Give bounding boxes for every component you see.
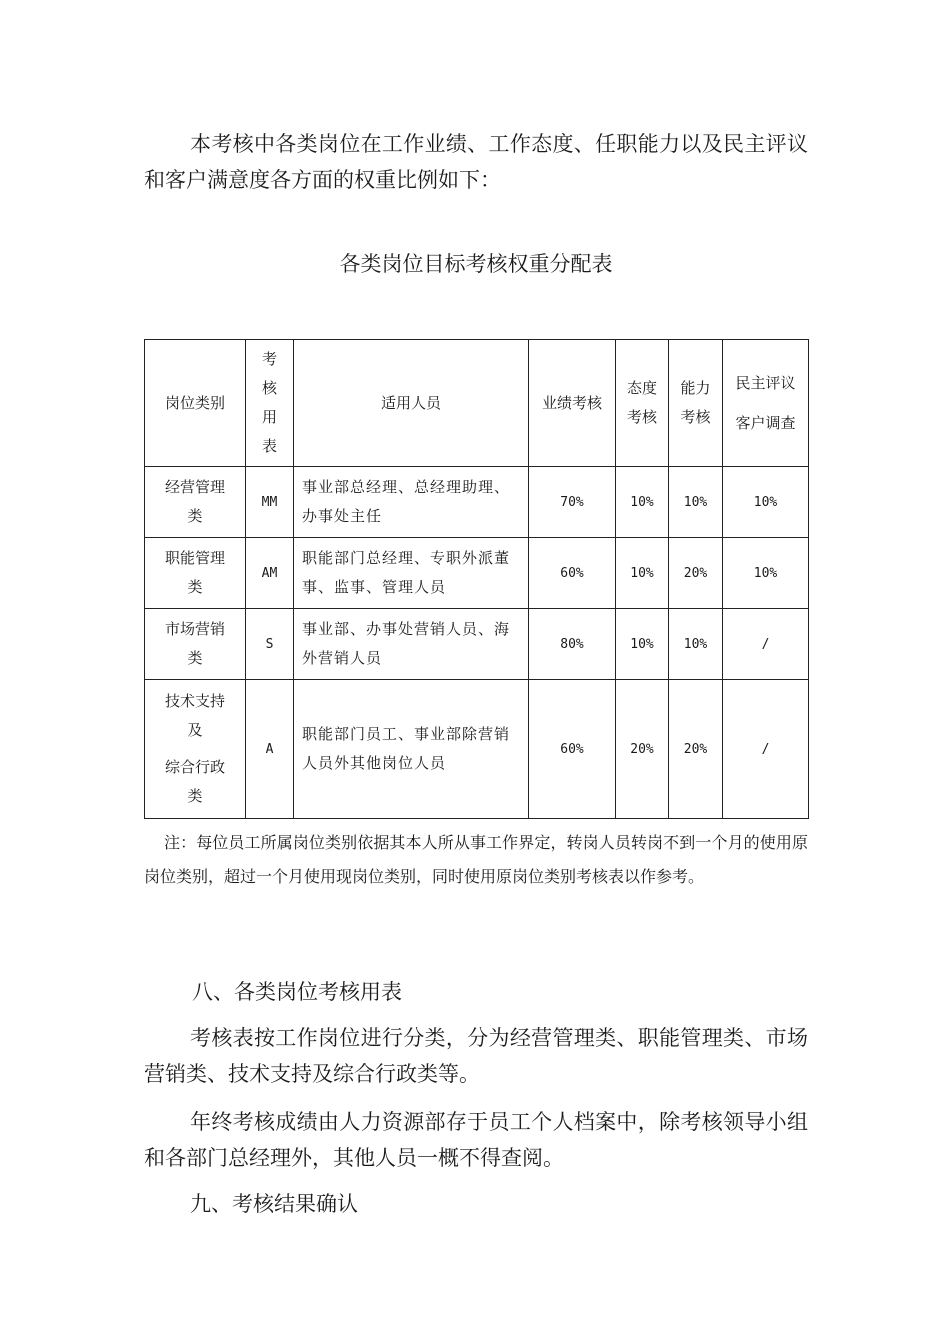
table-row xyxy=(145,467,809,538)
weight-distribution-table xyxy=(144,339,809,819)
header-category: 岗位类别 xyxy=(145,340,246,467)
row-form: A xyxy=(246,680,294,819)
row-applicable: 职能部门员工、事业部除营销人员外其他岗位人员 xyxy=(294,680,529,819)
row-evaluation: / xyxy=(723,609,809,680)
row-category: 职能管理 类 xyxy=(145,538,246,609)
table-note: 注：每位员工所属岗位类别依据其本人所从事工作界定，转岗人员转岗不到一个月的使用原岗位类别，超过一个月使用现岗位类别，同时使用原岗位类别考核表以作参考。 xyxy=(144,833,808,886)
table-title: 各类岗位目标考核权重分配表 xyxy=(339,252,613,276)
row-applicable: 事业部、办事处营销人员、海外营销人员 xyxy=(294,609,529,680)
row-category: 技术支持 及 综合行政 类 xyxy=(145,680,246,819)
row-attitude: 20% xyxy=(616,680,669,819)
table-row xyxy=(145,680,809,819)
section9-heading: 九、考核结果确认 xyxy=(190,1192,358,1216)
row-ability: 10% xyxy=(669,609,723,680)
row-category: 经营管理 类 xyxy=(145,467,246,538)
row-form: MM xyxy=(246,467,294,538)
intro-paragraph: 本考核中各类岗位在工作业绩、工作态度、任职能力以及民主评议和客户满意度各方面的权重比例如下： xyxy=(144,132,808,192)
row-ability: 20% xyxy=(669,680,723,819)
row-applicable: 职能部门总经理、专职外派董事、监事、管理人员 xyxy=(294,538,529,609)
row-category: 市场营销 类 xyxy=(145,609,246,680)
header-attitude: 态度 考核 xyxy=(616,340,669,467)
header-form: 考 核 用 表 xyxy=(246,340,294,467)
section8-paragraph-2: 年终考核成绩由人力资源部存于员工个人档案中，除考核领导小组和各部门总经理外，其他人员一概不得查阅。 xyxy=(144,1110,808,1170)
header-performance: 业绩考核 xyxy=(529,340,616,467)
table-row xyxy=(145,538,809,609)
row-form: AM xyxy=(246,538,294,609)
row-ability: 20% xyxy=(669,538,723,609)
row-performance: 80% xyxy=(529,609,616,680)
table-row xyxy=(145,609,809,680)
row-attitude: 10% xyxy=(616,467,669,538)
row-attitude: 10% xyxy=(616,609,669,680)
row-performance: 60% xyxy=(529,680,616,819)
row-evaluation: 10% xyxy=(723,538,809,609)
row-evaluation: 10% xyxy=(723,467,809,538)
header-applicable: 适用人员 xyxy=(294,340,529,467)
section8-heading: 八、各类岗位考核用表 xyxy=(192,980,402,1004)
section8-paragraph-1: 考核表按工作岗位进行分类，分为经营管理类、职能管理类、市场营销类、技术支持及综合行政类等。 xyxy=(144,1026,808,1086)
row-performance: 70% xyxy=(529,467,616,538)
table-header-row xyxy=(145,340,809,467)
row-performance: 60% xyxy=(529,538,616,609)
row-applicable: 事业部总经理、总经理助理、办事处主任 xyxy=(294,467,529,538)
header-ability: 能力 考核 xyxy=(669,340,723,467)
row-evaluation: / xyxy=(723,680,809,819)
header-evaluation: 民主评议 客户调查 xyxy=(723,340,809,467)
row-ability: 10% xyxy=(669,467,723,538)
row-form: S xyxy=(246,609,294,680)
row-attitude: 10% xyxy=(616,538,669,609)
